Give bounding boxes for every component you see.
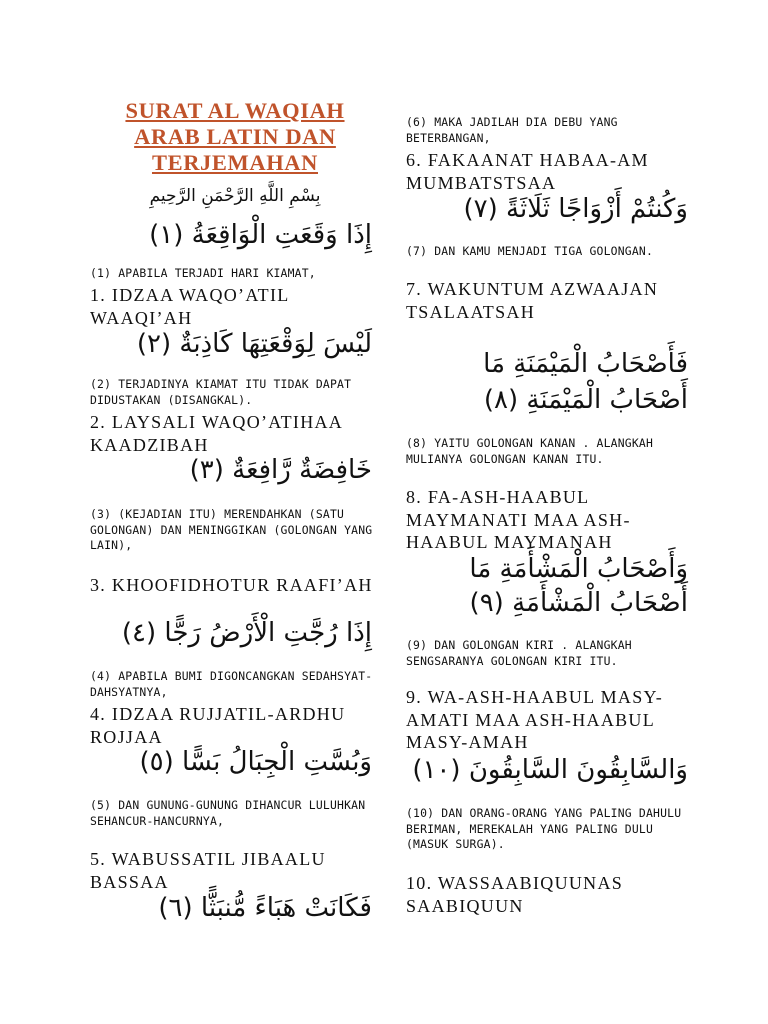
- verse-5-latin: 5. WABUSSATIL JIBAALU BASSAA: [90, 849, 326, 892]
- document-title: [90, 98, 380, 176]
- verse-4-translation: (4) APABILA BUMI DIGONCANGKAN SEDAHSYAT-DAHSYATNYA,: [90, 669, 373, 699]
- verse-9-arabic-line-1: وَأَصْحَابُ الْمَشْأَمَةِ مَا: [469, 554, 688, 584]
- verse-1-latin: 1. IDZAA WAQO’ATIL WAAQI’AH: [90, 285, 289, 328]
- verse-8-arabic-line-1: فَأَصْحَابُ الْمَيْمَنَةِ مَا: [483, 349, 688, 379]
- verse-3-arabic: خَافِضَةٌ رَّافِعَةٌ (٣): [189, 455, 372, 485]
- verse-1-arabic: إِذَا وَقَعَتِ الْوَاقِعَةُ (١): [149, 220, 372, 250]
- title-line-1: SURAT AL WAQIAH: [125, 98, 345, 123]
- verse-9-arabic-line-2: أَصْحَابُ الْمَشْأَمَةِ (٩): [469, 588, 688, 618]
- verse-4-arabic: إِذَا رُجَّتِ الْأَرْضُ رَجًّا (٤): [121, 618, 372, 648]
- verse-10-arabic: وَالسَّابِقُونَ السَّابِقُونَ (١٠): [412, 755, 688, 785]
- verse-9-translation: (9) DAN GOLONGAN KIRI . ALANGKAH SENGSARANYA GOLONGAN KIRI ITU.: [406, 638, 632, 668]
- verse-7-latin: 7. WAKUNTUM AZWAAJAN TSALAATSAH: [406, 279, 659, 322]
- verse-5-arabic: وَبُسَّتِ الْجِبَالُ بَسًّا (٥): [139, 747, 372, 777]
- verse-7-translation: (7) DAN KAMU MENJADI TIGA GOLONGAN.: [406, 244, 654, 258]
- verse-4-latin: 4. IDZAA RUJJATIL-ARDHU ROJJAA: [90, 704, 346, 747]
- verse-2-arabic: لَيْسَ لِوَقْعَتِهَا كَاذِبَةٌ (٢): [136, 329, 372, 359]
- verse-8-translation: (8) YAITU GOLONGAN KANAN . ALANGKAH MULIANYA GOLONGAN KANAN ITU.: [406, 436, 654, 466]
- verse-2-latin: 2. LAYSALI WAQO’ATIHAA KAADZIBAH: [90, 412, 343, 455]
- verse-3-translation: (3) (KEJADIAN ITU) MERENDAHKAN (SATU GOLONGAN) DAN MENINGGIKAN (GOLONGAN YANG LAIN),: [90, 507, 373, 552]
- verse-6-latin: 6. FAKAANAT HABAA-AM MUMBATSTSAA: [406, 150, 649, 193]
- verse-5-translation: (5) DAN GUNUNG-GUNUNG DIHANCUR LULUHKAN SEHANCUR-HANCURNYA,: [90, 798, 366, 828]
- verse-10-translation: (10) DAN ORANG-ORANG YANG PALING DAHULU BERIMAN, MEREKALAH YANG PALING DULU (MASUK SURGA).: [406, 806, 682, 851]
- verse-8-arabic-line-2: أَصْحَابُ الْمَيْمَنَةِ (٨): [483, 385, 688, 415]
- verse-8-latin: 8. FA-ASH-HAABUL MAYMANATI MAA ASH-HAABUL MAYMANAH: [406, 487, 631, 552]
- basmala: بِسْمِ اللَّهِ الرَّحْمَنِ الرَّحِيمِ: [149, 186, 321, 206]
- title-line-3: TERJEMAHAN: [151, 150, 318, 175]
- verse-2-translation: (2) TERJADINYA KIAMAT ITU TIDAK DAPAT DIDUSTAKAN (DISANGKAL).: [90, 377, 352, 407]
- verse-9-latin: 9. WA-ASH-HAABUL MASY-AMATI MAA ASH-HAABUL MASY-AMAH: [406, 687, 664, 752]
- verse-7-arabic: وَكُنتُمْ أَزْوَاجًا ثَلَاثَةً (٧): [463, 194, 688, 224]
- verse-6-translation: (6) MAKA JADILAH DIA DEBU YANG BETERBANGAN,: [406, 115, 618, 145]
- verse-6-arabic: فَكَانَتْ هَبَاءً مُّنبَثًّا (٦): [158, 893, 372, 923]
- verse-10-latin: 10. WASSAABIQUUNAS SAABIQUUN: [406, 873, 624, 916]
- verse-3-latin: 3. KHOOFIDHOTUR RAAFI’AH: [90, 575, 373, 595]
- verse-1-translation: (1) APABILA TERJADI HARI KIAMAT,: [90, 266, 316, 280]
- title-line-2: ARAB LATIN DAN: [134, 124, 336, 149]
